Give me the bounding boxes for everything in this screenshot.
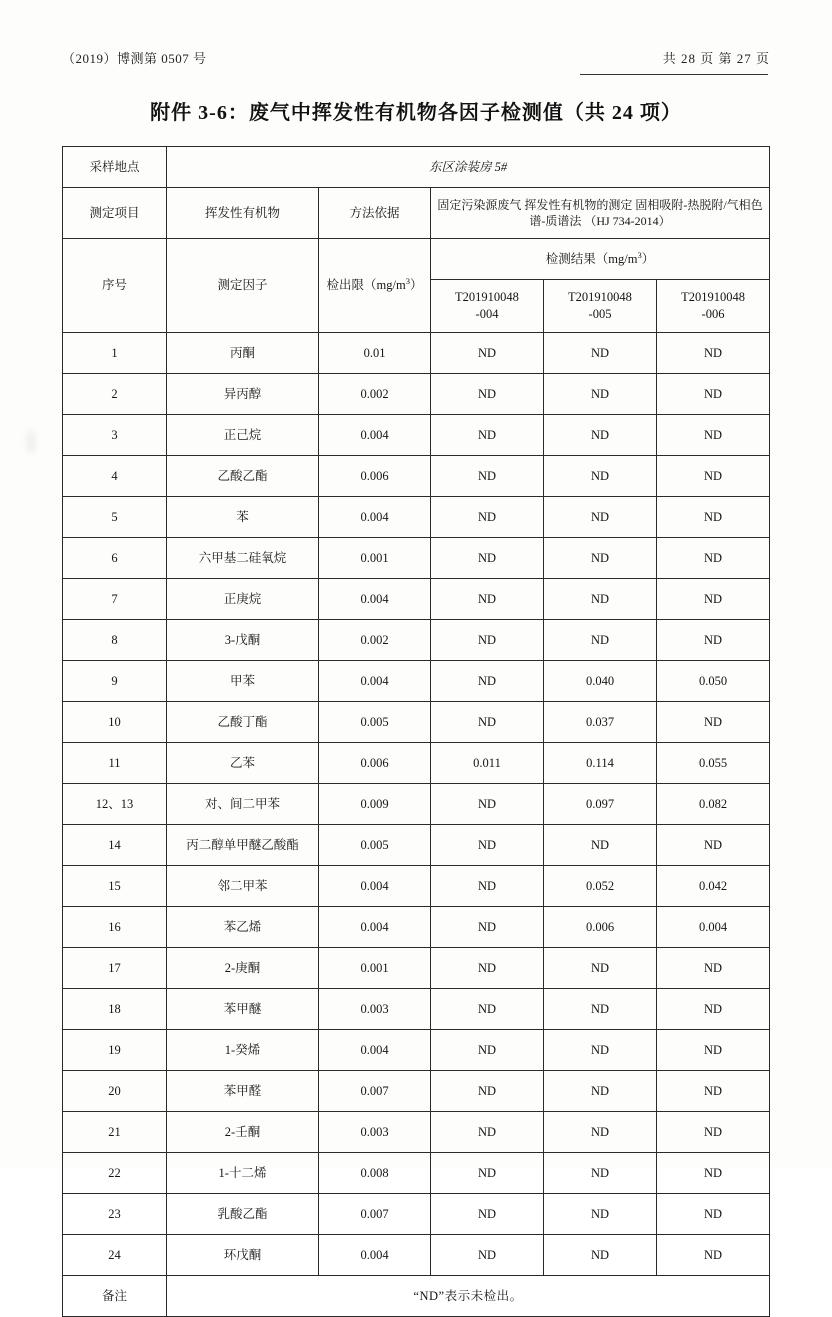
row-value-1: ND bbox=[431, 620, 544, 661]
row-factor: 邻二甲苯 bbox=[167, 866, 319, 907]
row-no: 5 bbox=[63, 497, 167, 538]
row-no: 6 bbox=[63, 538, 167, 579]
table-row bbox=[63, 1153, 770, 1194]
table-row bbox=[63, 1112, 770, 1153]
row-value-2: ND bbox=[544, 1112, 657, 1153]
row-no: 20 bbox=[63, 1071, 167, 1112]
row-limit: 0.004 bbox=[319, 866, 431, 907]
row-no: 3 bbox=[63, 415, 167, 456]
detection-limit-label: 检出限$(mg/m^3)$ bbox=[319, 239, 431, 333]
row-no: 22 bbox=[63, 1153, 167, 1194]
row-value-2: ND bbox=[544, 456, 657, 497]
row-value-1: ND bbox=[431, 415, 544, 456]
row-factor: 1-癸烯 bbox=[167, 1030, 319, 1071]
row-value-1: ND bbox=[431, 579, 544, 620]
row-value-3: 0.042 bbox=[657, 866, 770, 907]
row-value-3: ND bbox=[657, 825, 770, 866]
table-row bbox=[63, 1194, 770, 1235]
row-limit: 0.004 bbox=[319, 415, 431, 456]
results-label: 检测结果$(mg/m^3)$ bbox=[431, 239, 770, 280]
row-value-3: 0.050 bbox=[657, 661, 770, 702]
row-no: 14 bbox=[63, 825, 167, 866]
table-row bbox=[63, 497, 770, 538]
table-row bbox=[63, 620, 770, 661]
table-row bbox=[63, 866, 770, 907]
sample-point-label: 采样地点 bbox=[63, 147, 167, 188]
row-value-3: ND bbox=[657, 620, 770, 661]
detection-limit-superscript: 3 bbox=[405, 276, 410, 287]
row-limit: 0.004 bbox=[319, 1235, 431, 1276]
row-no: 21 bbox=[63, 1112, 167, 1153]
sample-point-value: 东区涂装房 5# bbox=[167, 147, 770, 188]
row-factor: 2-壬酮 bbox=[167, 1112, 319, 1153]
row-factor: 正己烷 bbox=[167, 415, 319, 456]
sample-id-1: T201910048 -004 bbox=[431, 280, 544, 333]
results-superscript: 3 bbox=[637, 249, 642, 260]
row-value-1: ND bbox=[431, 497, 544, 538]
row-limit: 0.007 bbox=[319, 1194, 431, 1235]
table-header-row-results-title bbox=[63, 239, 770, 280]
test-item-value: 挥发性有机物 bbox=[167, 188, 319, 239]
row-factor: 甲苯 bbox=[167, 661, 319, 702]
row-value-1: ND bbox=[431, 1194, 544, 1235]
row-limit: 0.005 bbox=[319, 702, 431, 743]
row-factor: 环戊酮 bbox=[167, 1235, 319, 1276]
page-number: 共 28 页 第 27 页 bbox=[662, 51, 770, 66]
row-value-1: ND bbox=[431, 702, 544, 743]
row-value-1: ND bbox=[431, 333, 544, 374]
table-row bbox=[63, 743, 770, 784]
row-limit: 0.002 bbox=[319, 374, 431, 415]
row-value-1: ND bbox=[431, 1071, 544, 1112]
row-value-3: ND bbox=[657, 1071, 770, 1112]
row-no: 19 bbox=[63, 1030, 167, 1071]
row-no: 23 bbox=[63, 1194, 167, 1235]
table-row bbox=[63, 456, 770, 497]
row-value-2: ND bbox=[544, 497, 657, 538]
row-value-2: ND bbox=[544, 374, 657, 415]
row-no: 1 bbox=[63, 333, 167, 374]
row-value-2: 0.114 bbox=[544, 743, 657, 784]
row-value-1: ND bbox=[431, 784, 544, 825]
row-no: 18 bbox=[63, 989, 167, 1030]
test-item-label: 测定项目 bbox=[63, 188, 167, 239]
factor-label: 测定因子 bbox=[167, 239, 319, 333]
row-value-3: ND bbox=[657, 415, 770, 456]
row-no: 2 bbox=[63, 374, 167, 415]
row-value-1: ND bbox=[431, 948, 544, 989]
row-limit: 0.006 bbox=[319, 456, 431, 497]
table-row bbox=[63, 1030, 770, 1071]
row-factor: 乙酸丁酯 bbox=[167, 702, 319, 743]
table-row bbox=[63, 661, 770, 702]
row-no: 24 bbox=[63, 1235, 167, 1276]
row-value-2: ND bbox=[544, 825, 657, 866]
note-label: 备注 bbox=[63, 1276, 167, 1317]
row-factor: 正庚烷 bbox=[167, 579, 319, 620]
row-value-2: ND bbox=[544, 333, 657, 374]
row-limit: 0.003 bbox=[319, 989, 431, 1030]
row-value-2: ND bbox=[544, 1071, 657, 1112]
table-row bbox=[63, 825, 770, 866]
row-factor: 乙酸乙酯 bbox=[167, 456, 319, 497]
row-limit: 0.004 bbox=[319, 497, 431, 538]
row-value-2: 0.097 bbox=[544, 784, 657, 825]
row-value-3: ND bbox=[657, 538, 770, 579]
table-row bbox=[63, 702, 770, 743]
row-value-1: ND bbox=[431, 1030, 544, 1071]
row-value-1: ND bbox=[431, 1112, 544, 1153]
table-row bbox=[63, 948, 770, 989]
row-no: 11 bbox=[63, 743, 167, 784]
note-value: “ND”表示未检出。 bbox=[167, 1276, 770, 1317]
row-value-2: ND bbox=[544, 948, 657, 989]
row-no: 15 bbox=[63, 866, 167, 907]
document-header bbox=[62, 48, 770, 67]
row-factor: 乙苯 bbox=[167, 743, 319, 784]
row-no: 7 bbox=[63, 579, 167, 620]
row-no: 8 bbox=[63, 620, 167, 661]
row-limit: 0.002 bbox=[319, 620, 431, 661]
row-factor: 苯 bbox=[167, 497, 319, 538]
sample-id-3: T201910048 -006 bbox=[657, 280, 770, 333]
row-value-3: ND bbox=[657, 497, 770, 538]
row-value-3: ND bbox=[657, 1194, 770, 1235]
row-value-2: ND bbox=[544, 620, 657, 661]
row-factor: 2-庚酮 bbox=[167, 948, 319, 989]
table-row bbox=[63, 538, 770, 579]
row-factor: 1-十二烯 bbox=[167, 1153, 319, 1194]
row-value-2: 0.052 bbox=[544, 866, 657, 907]
row-limit: 0.003 bbox=[319, 1112, 431, 1153]
table-row bbox=[63, 907, 770, 948]
row-factor: 对、间二甲苯 bbox=[167, 784, 319, 825]
row-limit: 0.006 bbox=[319, 743, 431, 784]
row-value-1: ND bbox=[431, 456, 544, 497]
row-limit: 0.008 bbox=[319, 1153, 431, 1194]
row-limit: 0.007 bbox=[319, 1071, 431, 1112]
row-factor: 丙酮 bbox=[167, 333, 319, 374]
row-value-1: ND bbox=[431, 989, 544, 1030]
table-row bbox=[63, 989, 770, 1030]
table-row bbox=[63, 579, 770, 620]
scan-smudge bbox=[26, 430, 36, 454]
row-no: 10 bbox=[63, 702, 167, 743]
row-factor: 异丙醇 bbox=[167, 374, 319, 415]
row-value-3: ND bbox=[657, 1030, 770, 1071]
row-limit: 0.005 bbox=[319, 825, 431, 866]
row-value-3: ND bbox=[657, 579, 770, 620]
row-limit: 0.009 bbox=[319, 784, 431, 825]
page-title: 附件 3-6：废气中挥发性有机物各因子检测值（共 24 项） bbox=[150, 102, 682, 124]
row-value-1: ND bbox=[431, 661, 544, 702]
row-value-3: ND bbox=[657, 456, 770, 497]
table-row bbox=[63, 784, 770, 825]
row-no: 4 bbox=[63, 456, 167, 497]
row-value-3: ND bbox=[657, 702, 770, 743]
method-label: 方法依据 bbox=[319, 188, 431, 239]
row-value-1: ND bbox=[431, 538, 544, 579]
row-value-3: 0.082 bbox=[657, 784, 770, 825]
row-value-3: ND bbox=[657, 948, 770, 989]
row-value-2: 0.006 bbox=[544, 907, 657, 948]
row-limit: 0.004 bbox=[319, 907, 431, 948]
table-row bbox=[63, 333, 770, 374]
row-value-3: ND bbox=[657, 1112, 770, 1153]
row-value-2: 0.037 bbox=[544, 702, 657, 743]
table-row bbox=[63, 374, 770, 415]
method-value: 固定污染源废气 挥发性有机物的测定 固相吸附-热脱附/气相色谱-质谱法 （HJ 734-2014） bbox=[431, 188, 770, 239]
row-factor: 丙二醇单甲醚乙酸酯 bbox=[167, 825, 319, 866]
row-value-2: 0.040 bbox=[544, 661, 657, 702]
row-value-3: ND bbox=[657, 989, 770, 1030]
row-value-3: 0.055 bbox=[657, 743, 770, 784]
row-value-2: ND bbox=[544, 538, 657, 579]
row-limit: 0.004 bbox=[319, 661, 431, 702]
row-limit: 0.001 bbox=[319, 538, 431, 579]
row-value-2: ND bbox=[544, 1235, 657, 1276]
row-value-1: ND bbox=[431, 907, 544, 948]
table-header-row-method bbox=[63, 188, 770, 239]
row-value-2: ND bbox=[544, 1194, 657, 1235]
row-no: 9 bbox=[63, 661, 167, 702]
row-factor: 乳酸乙酯 bbox=[167, 1194, 319, 1235]
row-limit: 0.001 bbox=[319, 948, 431, 989]
row-value-1: 0.011 bbox=[431, 743, 544, 784]
table-header-row-sample-point bbox=[63, 147, 770, 188]
row-limit: 0.004 bbox=[319, 579, 431, 620]
row-no: 12、13 bbox=[63, 784, 167, 825]
results-table bbox=[62, 146, 770, 1317]
row-value-3: ND bbox=[657, 333, 770, 374]
table-footer-row bbox=[63, 1276, 770, 1317]
row-value-3: ND bbox=[657, 1153, 770, 1194]
row-value-2: ND bbox=[544, 579, 657, 620]
row-factor: 苯甲醚 bbox=[167, 989, 319, 1030]
row-factor: 3-戊酮 bbox=[167, 620, 319, 661]
row-value-2: ND bbox=[544, 1153, 657, 1194]
row-value-3: ND bbox=[657, 1235, 770, 1276]
row-value-1: ND bbox=[431, 374, 544, 415]
row-limit: 0.004 bbox=[319, 1030, 431, 1071]
row-factor: 六甲基二硅氧烷 bbox=[167, 538, 319, 579]
row-value-3: 0.004 bbox=[657, 907, 770, 948]
header-divider bbox=[580, 74, 768, 75]
row-no: 17 bbox=[63, 948, 167, 989]
row-value-2: ND bbox=[544, 1030, 657, 1071]
row-value-1: ND bbox=[431, 825, 544, 866]
table-row bbox=[63, 415, 770, 456]
row-factor: 苯乙烯 bbox=[167, 907, 319, 948]
report-number: （2019）博测第 0507 号 bbox=[62, 51, 207, 66]
row-value-2: ND bbox=[544, 415, 657, 456]
seq-label: 序号 bbox=[63, 239, 167, 333]
row-value-2: ND bbox=[544, 989, 657, 1030]
row-value-1: ND bbox=[431, 866, 544, 907]
row-factor: 苯甲醛 bbox=[167, 1071, 319, 1112]
row-value-1: ND bbox=[431, 1153, 544, 1194]
table-row bbox=[63, 1071, 770, 1112]
row-limit: 0.01 bbox=[319, 333, 431, 374]
sample-id-2: T201910048 -005 bbox=[544, 280, 657, 333]
row-value-3: ND bbox=[657, 374, 770, 415]
row-value-1: ND bbox=[431, 1235, 544, 1276]
row-no: 16 bbox=[63, 907, 167, 948]
table-row bbox=[63, 1235, 770, 1276]
